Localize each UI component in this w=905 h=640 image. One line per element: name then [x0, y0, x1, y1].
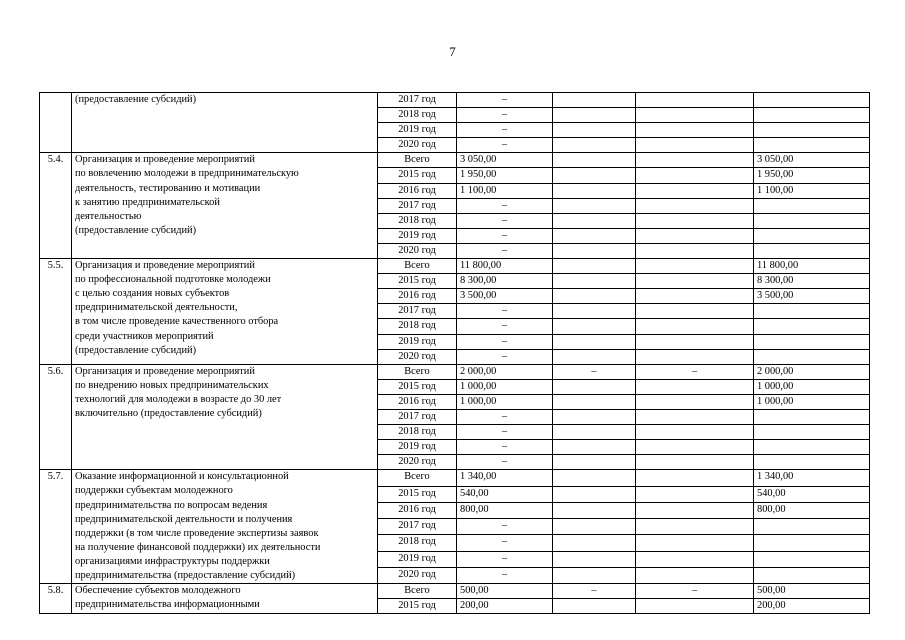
total-cell: – [457, 519, 553, 535]
total-cell: – [457, 213, 553, 228]
regional-budget-cell [636, 198, 754, 213]
item-description [72, 153, 378, 259]
total-cell: – [457, 440, 553, 455]
local-budget-cell [754, 440, 870, 455]
federal-budget-cell [553, 486, 636, 502]
period-cell: 2017 год [378, 198, 457, 213]
total-cell: 1 000,00 [457, 394, 553, 409]
period-cell: 2018 год [378, 108, 457, 123]
local-budget-cell [754, 349, 870, 364]
local-budget-cell: 1 950,00 [754, 168, 870, 183]
total-cell: – [457, 334, 553, 349]
local-budget-cell [754, 243, 870, 258]
period-cell: 2019 год [378, 334, 457, 349]
program-activities-table [39, 92, 870, 614]
total-cell: 1 340,00 [457, 470, 553, 486]
local-budget-cell [754, 304, 870, 319]
total-cell: 2 000,00 [457, 364, 553, 379]
federal-budget-cell [553, 535, 636, 551]
description-line: Обеспечение субъектов молодежного [75, 585, 241, 597]
description-line: среди участников мероприятий [75, 330, 214, 342]
local-budget-cell [754, 551, 870, 567]
federal-budget-cell [553, 334, 636, 349]
federal-budget-cell [553, 567, 636, 583]
item-description [72, 259, 378, 365]
federal-budget-cell [553, 168, 636, 183]
local-budget-cell [754, 123, 870, 138]
regional-budget-cell [636, 440, 754, 455]
federal-budget-cell [553, 519, 636, 535]
regional-budget-cell [636, 259, 754, 274]
local-budget-cell [754, 213, 870, 228]
period-cell: Всего [378, 470, 457, 486]
local-budget-cell [754, 535, 870, 551]
description-line: в том числе проведение качественного отбора [75, 316, 279, 328]
period-cell: 2017 год [378, 93, 457, 108]
description-line: по внедрению новых предпринимательских [75, 379, 269, 391]
total-cell: 8 300,00 [457, 274, 553, 289]
total-cell: 200,00 [457, 599, 553, 614]
period-cell: 2015 год [378, 379, 457, 394]
federal-budget-cell [553, 394, 636, 409]
description-line: деятельностью [75, 210, 142, 222]
total-cell: – [457, 409, 553, 424]
regional-budget-cell [636, 519, 754, 535]
period-cell: 2017 год [378, 519, 457, 535]
total-cell: – [457, 349, 553, 364]
item-number [40, 93, 72, 153]
local-budget-cell [754, 455, 870, 470]
federal-budget-cell [553, 379, 636, 394]
local-budget-cell: 11 800,00 [754, 259, 870, 274]
federal-budget-cell [553, 440, 636, 455]
federal-budget-cell [553, 123, 636, 138]
period-cell: 2015 год [378, 168, 457, 183]
total-cell: – [457, 198, 553, 213]
regional-budget-cell [636, 228, 754, 243]
description-line: Оказание информационной и консультационной [75, 471, 289, 483]
regional-budget-cell [636, 486, 754, 502]
regional-budget-cell [636, 394, 754, 409]
period-cell: Всего [378, 584, 457, 599]
total-cell: – [457, 535, 553, 551]
item-number: 5.6. [40, 364, 72, 470]
period-cell: Всего [378, 364, 457, 379]
regional-budget-cell [636, 599, 754, 614]
local-budget-cell: 1 100,00 [754, 183, 870, 198]
item-description [72, 364, 378, 470]
local-budget-cell: 200,00 [754, 599, 870, 614]
item-number: 5.8. [40, 584, 72, 614]
total-cell: – [457, 425, 553, 440]
description-line: предпринимательской деятельности, [75, 302, 238, 314]
regional-budget-cell [636, 425, 754, 440]
regional-budget-cell [636, 108, 754, 123]
federal-budget-cell [553, 228, 636, 243]
period-cell: 2019 год [378, 123, 457, 138]
period-cell: 2017 год [378, 409, 457, 424]
local-budget-cell: 800,00 [754, 502, 870, 518]
local-budget-cell [754, 198, 870, 213]
federal-budget-cell [553, 289, 636, 304]
total-cell: 500,00 [457, 584, 553, 599]
local-budget-cell [754, 334, 870, 349]
federal-budget-cell [553, 153, 636, 168]
regional-budget-cell [636, 502, 754, 518]
local-budget-cell: 540,00 [754, 486, 870, 502]
description-line: предпринимательства по вопросам ведения [75, 499, 268, 511]
local-budget-cell: 500,00 [754, 584, 870, 599]
federal-budget-cell [553, 470, 636, 486]
description-line: (предоставление субсидий) [75, 224, 197, 236]
regional-budget-cell [636, 123, 754, 138]
description-line: технологий для молодежи в возрасте до 30 лет [75, 393, 282, 405]
description-line: по профессиональной подготовке молодежи [75, 274, 271, 286]
description-line: поддержки (в том числе проведение экспертизы заявок [75, 527, 319, 539]
total-cell: 540,00 [457, 486, 553, 502]
total-cell: – [457, 243, 553, 258]
total-cell: – [457, 108, 553, 123]
local-budget-cell [754, 519, 870, 535]
federal-budget-cell [553, 304, 636, 319]
total-cell: – [457, 138, 553, 153]
total-cell: – [457, 551, 553, 567]
regional-budget-cell [636, 93, 754, 108]
total-cell: 800,00 [457, 502, 553, 518]
federal-budget-cell: – [553, 584, 636, 599]
federal-budget-cell [553, 213, 636, 228]
item-description [72, 93, 378, 153]
federal-budget-cell [553, 93, 636, 108]
table-row [40, 470, 870, 486]
regional-budget-cell [636, 470, 754, 486]
period-cell: 2019 год [378, 228, 457, 243]
regional-budget-cell [636, 535, 754, 551]
federal-budget-cell: – [553, 364, 636, 379]
period-cell: 2020 год [378, 138, 457, 153]
federal-budget-cell [553, 349, 636, 364]
description-line: Организация и проведение мероприятий [75, 365, 255, 377]
period-cell: 2020 год [378, 455, 457, 470]
item-number: 5.4. [40, 153, 72, 259]
local-budget-cell [754, 93, 870, 108]
federal-budget-cell [553, 198, 636, 213]
period-cell: 2019 год [378, 551, 457, 567]
total-cell: 3 050,00 [457, 153, 553, 168]
local-budget-cell [754, 108, 870, 123]
regional-budget-cell [636, 274, 754, 289]
total-cell: – [457, 123, 553, 138]
item-description [72, 584, 378, 614]
local-budget-cell [754, 425, 870, 440]
local-budget-cell [754, 138, 870, 153]
regional-budget-cell [636, 334, 754, 349]
local-budget-cell: 2 000,00 [754, 364, 870, 379]
period-cell: 2019 год [378, 440, 457, 455]
table-row [40, 584, 870, 599]
regional-budget-cell [636, 319, 754, 334]
regional-budget-cell [636, 567, 754, 583]
regional-budget-cell [636, 213, 754, 228]
total-cell: – [457, 455, 553, 470]
total-cell: 1 950,00 [457, 168, 553, 183]
item-number: 5.5. [40, 259, 72, 365]
period-cell: 2016 год [378, 183, 457, 198]
total-cell: – [457, 304, 553, 319]
description-line: (предоставление субсидий) [75, 344, 197, 356]
description-line: предпринимательства информационными [75, 599, 260, 611]
local-budget-cell [754, 228, 870, 243]
description-line: предпринимательской деятельности и получения [75, 513, 293, 525]
period-cell: Всего [378, 259, 457, 274]
local-budget-cell: 1 000,00 [754, 379, 870, 394]
description-line: деятельность, тестированию и мотивации [75, 182, 261, 194]
total-cell: 1 000,00 [457, 379, 553, 394]
total-cell: 3 500,00 [457, 289, 553, 304]
federal-budget-cell [553, 108, 636, 123]
total-cell: – [457, 319, 553, 334]
regional-budget-cell [636, 289, 754, 304]
federal-budget-cell [553, 274, 636, 289]
federal-budget-cell [553, 243, 636, 258]
local-budget-cell [754, 319, 870, 334]
description-line: Организация и проведение мероприятий [75, 260, 255, 272]
period-cell: 2015 год [378, 486, 457, 502]
description-line: организациями инфраструктуры поддержки [75, 555, 270, 567]
description-line: предпринимательства (предоставление субсидий) [75, 570, 296, 581]
page-number: 7 [449, 44, 456, 59]
description-line: на получение финансовой поддержки) их деятельности [75, 541, 321, 553]
item-number: 5.7. [40, 470, 72, 584]
federal-budget-cell [553, 259, 636, 274]
local-budget-cell [754, 409, 870, 424]
regional-budget-cell [636, 304, 754, 319]
period-cell: 2018 год [378, 535, 457, 551]
period-cell: 2015 год [378, 274, 457, 289]
federal-budget-cell [553, 138, 636, 153]
description-line: по вовлечению молодежи в предпринимательскую [75, 168, 299, 180]
table-row [40, 259, 870, 274]
description-line: поддержки субъектам молодежного [75, 485, 233, 497]
regional-budget-cell [636, 349, 754, 364]
period-cell: 2020 год [378, 349, 457, 364]
local-budget-cell: 3 050,00 [754, 153, 870, 168]
total-cell: 11 800,00 [457, 259, 553, 274]
federal-budget-cell [553, 455, 636, 470]
regional-budget-cell [636, 138, 754, 153]
description-line: (предоставление субсидий) [75, 94, 197, 105]
regional-budget-cell [636, 168, 754, 183]
table-row [40, 364, 870, 379]
local-budget-cell: 1 000,00 [754, 394, 870, 409]
regional-budget-cell [636, 551, 754, 567]
local-budget-cell: 3 500,00 [754, 289, 870, 304]
federal-budget-cell [553, 409, 636, 424]
regional-budget-cell [636, 153, 754, 168]
federal-budget-cell [553, 551, 636, 567]
description-line: с целью создания новых субъектов [75, 288, 230, 300]
federal-budget-cell [553, 599, 636, 614]
federal-budget-cell [553, 183, 636, 198]
regional-budget-cell: – [636, 584, 754, 599]
period-cell: 2016 год [378, 502, 457, 518]
regional-budget-cell [636, 379, 754, 394]
period-cell: 2015 год [378, 599, 457, 614]
federal-budget-cell [553, 319, 636, 334]
total-cell: – [457, 567, 553, 583]
description-line: включительно (предоставление субсидий) [75, 407, 262, 419]
period-cell: 2016 год [378, 289, 457, 304]
total-cell: – [457, 93, 553, 108]
regional-budget-cell [636, 455, 754, 470]
regional-budget-cell: – [636, 364, 754, 379]
total-cell: 1 100,00 [457, 183, 553, 198]
regional-budget-cell [636, 183, 754, 198]
total-cell: – [457, 228, 553, 243]
regional-budget-cell [636, 409, 754, 424]
period-cell: 2020 год [378, 243, 457, 258]
table-row [40, 93, 870, 108]
period-cell: 2018 год [378, 319, 457, 334]
regional-budget-cell [636, 243, 754, 258]
period-cell: 2018 год [378, 425, 457, 440]
federal-budget-cell [553, 425, 636, 440]
local-budget-cell: 1 340,00 [754, 470, 870, 486]
item-description [72, 470, 378, 584]
local-budget-cell: 8 300,00 [754, 274, 870, 289]
period-cell: 2020 год [378, 567, 457, 583]
table-row [40, 153, 870, 168]
description-line: к занятию предпринимательской [75, 196, 220, 208]
description-line: Организация и проведение мероприятий [75, 154, 255, 166]
local-budget-cell [754, 567, 870, 583]
period-cell: Всего [378, 153, 457, 168]
period-cell: 2018 год [378, 213, 457, 228]
federal-budget-cell [553, 502, 636, 518]
period-cell: 2016 год [378, 394, 457, 409]
period-cell: 2017 год [378, 304, 457, 319]
